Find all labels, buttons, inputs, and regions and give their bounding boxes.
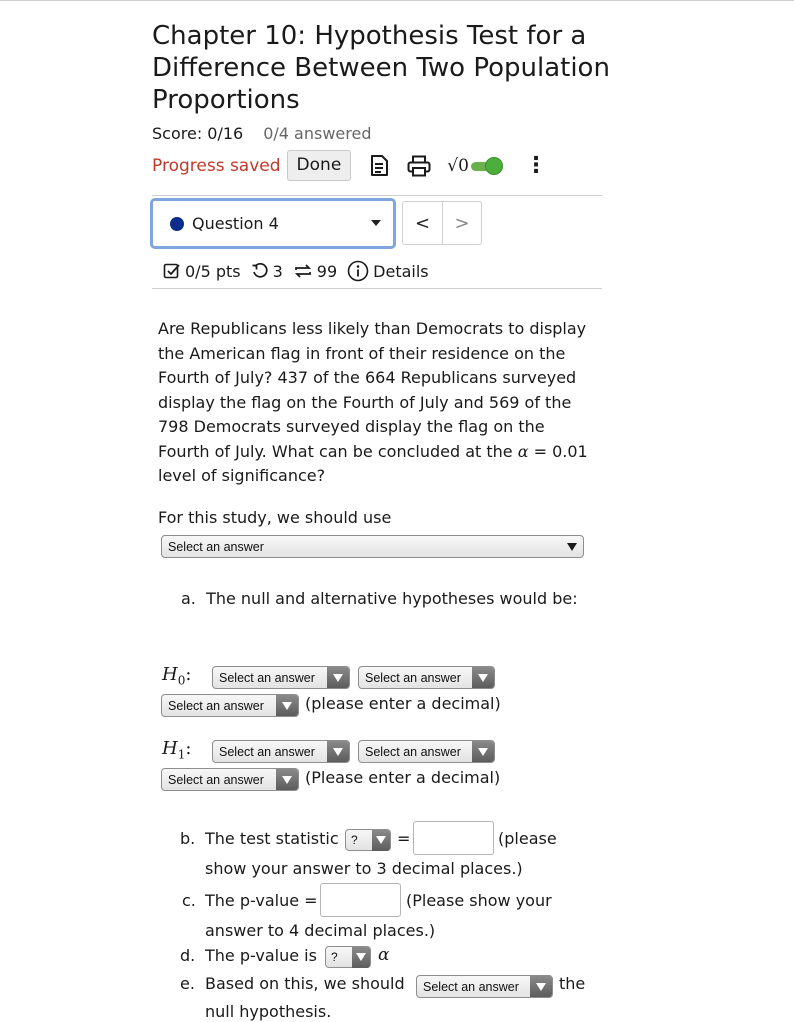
attempts-text: 99 <box>316 261 338 281</box>
h0-value-select[interactable]: Select an answer <box>161 694 299 717</box>
notes-icon[interactable] <box>369 155 389 177</box>
test-statistic-input[interactable] <box>413 821 494 855</box>
p-value-comparison-select[interactable]: ? <box>325 946 371 968</box>
score-text: Score: 0/16 <box>152 124 244 143</box>
part-a: a. The null and alternative hypotheses would be: <box>181 589 578 608</box>
part-b-text: The test statistic <box>205 829 339 848</box>
info-icon <box>347 260 369 282</box>
dropdown-arrow-icon <box>327 667 349 688</box>
chevron-down-icon <box>371 220 381 226</box>
dropdown-arrow-icon <box>561 536 583 557</box>
points-text: 0/5 pts <box>185 261 241 281</box>
test-statistic-type-select[interactable]: ? <box>345 829 391 851</box>
progress-saved-status: Progress saved <box>152 155 281 176</box>
equals-sign: = <box>397 829 411 848</box>
math-toggle-switch[interactable] <box>471 157 503 175</box>
retry-icon <box>251 262 269 280</box>
details-link[interactable] <box>347 260 428 282</box>
part-e-text-2: null hypothesis. <box>205 1002 332 1021</box>
h1-note: (Please enter a decimal) <box>305 768 501 787</box>
part-c-note-1: (Please show your <box>406 891 552 910</box>
dropdown-arrow-icon <box>472 667 494 688</box>
h0-parameter-select[interactable]: Select an answer <box>212 666 350 689</box>
part-e-text: Based on this, we should <box>205 974 405 993</box>
part-d-marker: d. <box>180 946 196 965</box>
done-button[interactable]: Done <box>287 150 352 181</box>
checkbox-icon <box>163 262 181 280</box>
points-item <box>163 262 241 281</box>
study-label: For this study, we should use <box>158 508 392 527</box>
part-c-marker: c. <box>182 891 196 910</box>
question-nav <box>402 201 482 245</box>
page-title: Chapter 10: Hypothesis Test for a Difference Between Two Population Proportions <box>152 21 610 115</box>
details-text: Details <box>373 261 429 281</box>
part-c-text: The p-value = <box>205 891 318 910</box>
part-c-note-2: answer to 4 decimal places.) <box>205 921 436 940</box>
question-text: Are Republicans less likely than Democrats to display the American flag in front of their residence on the Fourth of July? 437 of the 664 Republicans surveyed display the flag on the Fourth of July and 569 of the 798 Democrats surveyed display the flag on the Fourth of July. What can be concluded at the α = 0.01 level of significance? <box>158 319 588 485</box>
math-toggle-label: √0 <box>447 155 469 176</box>
question-status-dot-icon <box>170 217 184 231</box>
top-border <box>0 0 794 1</box>
h1-operator-select[interactable]: Select an answer <box>358 740 495 763</box>
dropdown-arrow-icon <box>472 741 494 762</box>
repeat-icon <box>293 262 313 280</box>
dropdown-arrow-icon <box>276 695 298 716</box>
retries-text: 3 <box>272 261 283 281</box>
conclusion-select[interactable]: Select an answer <box>416 975 553 998</box>
study-method-select[interactable]: Select an answer <box>161 535 584 558</box>
divider <box>152 288 602 289</box>
alpha-symbol: α <box>378 945 390 965</box>
h0-label: $H_0$: <box>162 664 192 688</box>
attempts-item <box>293 262 337 281</box>
question-select[interactable] <box>150 198 396 249</box>
alpha-symbol: α <box>517 441 529 461</box>
h1-parameter-select[interactable]: Select an answer <box>212 740 350 763</box>
divider <box>152 195 602 196</box>
part-b-note-1: (please <box>498 829 557 848</box>
question-select-value: Question 4 <box>192 214 279 233</box>
h1-value-select[interactable]: Select an answer <box>161 768 299 791</box>
retries-item <box>251 262 283 281</box>
score-row <box>152 124 372 143</box>
part-e-after: the <box>559 974 586 993</box>
p-value-input[interactable] <box>320 883 401 917</box>
h0-note: (please enter a decimal) <box>305 694 501 713</box>
h0-operator-select[interactable]: Select an answer <box>358 666 495 689</box>
answered-count: 0/4 answered <box>263 124 372 143</box>
part-b-note-2: show your answer to 3 decimal places.) <box>205 859 523 878</box>
more-options-icon[interactable]: ⋮ <box>524 152 547 178</box>
print-icon[interactable] <box>407 155 431 177</box>
next-question-button[interactable]: > <box>442 202 481 244</box>
part-d-text: The p-value is <box>205 946 317 965</box>
part-b-marker: b. <box>180 829 196 848</box>
dropdown-arrow-icon <box>327 741 349 762</box>
question-meta <box>163 259 439 283</box>
dropdown-arrow-icon <box>372 830 390 851</box>
previous-question-button[interactable]: < <box>414 212 431 234</box>
h1-label: $H_1$: <box>162 738 192 762</box>
dropdown-arrow-icon <box>352 947 370 968</box>
dropdown-arrow-icon <box>530 976 552 997</box>
part-e-marker: e. <box>180 974 195 993</box>
dropdown-arrow-icon <box>276 769 298 790</box>
progress-toolbar <box>152 150 547 181</box>
